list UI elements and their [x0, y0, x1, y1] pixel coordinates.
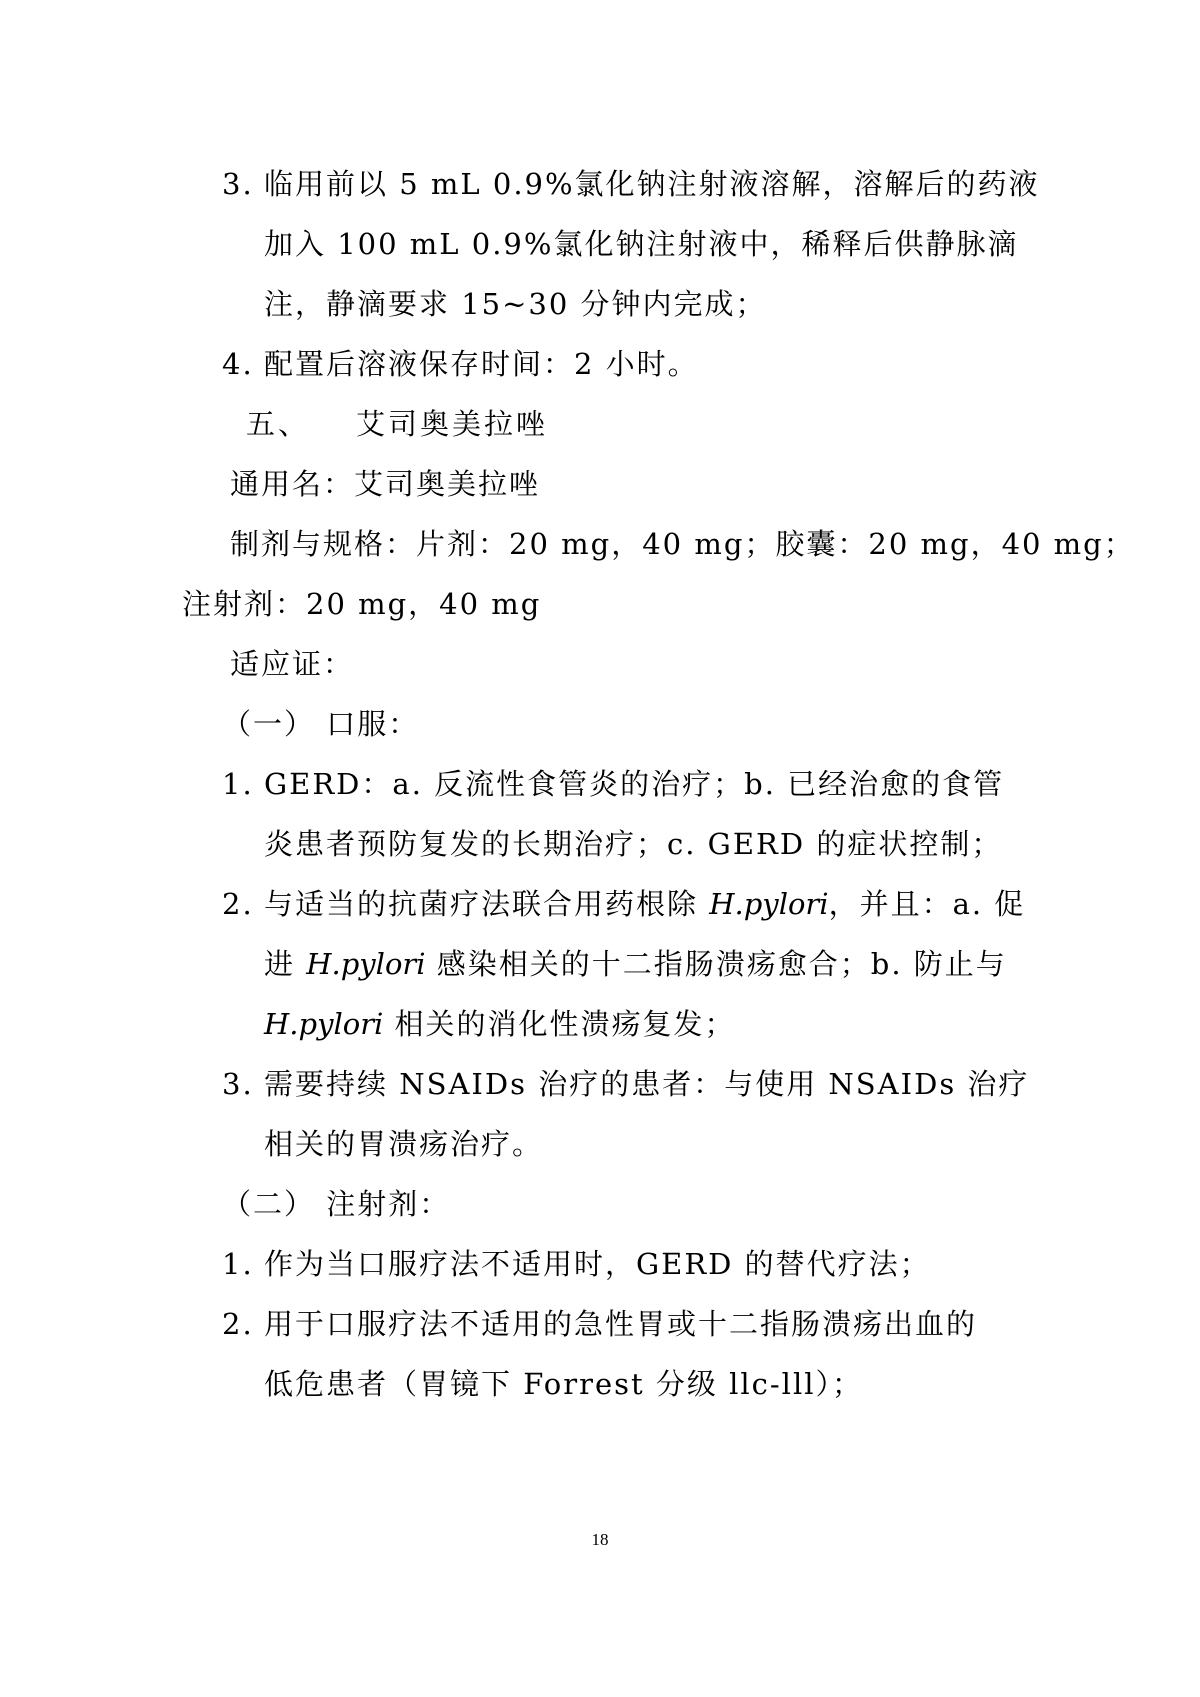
generic-name-value: 艾司奥美拉唑 [354, 467, 541, 501]
list-text: 用于口服疗法不适用的急性胃或十二指肠溃疡出血的 [264, 1307, 978, 1341]
spec-line-1 [230, 524, 1135, 564]
list-number: 3. [222, 1067, 254, 1101]
oral-item-2-line-1 [222, 884, 1025, 924]
list-item-3-line-3: 注，静滴要求 15~30 分钟内完成； [264, 287, 767, 321]
oral-item-3-line-2: 相关的胃溃疡治疗。 [264, 1127, 544, 1161]
page-number: 18 [591, 1530, 609, 1549]
list-text: ，并且：a. 促 [828, 887, 1026, 921]
generic-name [230, 464, 540, 504]
generic-name-label: 通用名： [230, 467, 355, 501]
oral-item-1-line-2: 炎患者预防复发的长期治疗；c. GERD 的症状控制； [264, 827, 1003, 861]
list-text: 感染相关的十二指肠溃疡愈合；b. 防止与 [425, 947, 1007, 981]
list-number: 2. [222, 887, 254, 921]
list-item-3-line-1 [222, 164, 1040, 204]
section-heading [246, 404, 548, 444]
list-number: 1. [222, 1247, 254, 1281]
indications-label: 适应证： [230, 647, 355, 681]
list-number: 3. [222, 167, 254, 201]
list-number: 1. [222, 767, 254, 801]
oral-heading: （一） 口服： [222, 707, 420, 741]
oral-item-2-line-2 [264, 944, 1007, 984]
species-name: H.pylori [264, 1007, 384, 1041]
species-name: H.pylori [306, 947, 426, 981]
section-number: 五、 [246, 407, 311, 441]
list-text: 配置后溶液保存时间：2 小时。 [264, 347, 699, 381]
list-number: 2. [222, 1307, 254, 1341]
injection-item-1 [222, 1244, 931, 1284]
list-item-3-line-2: 加入 100 mL 0.9%氯化钠注射液中，稀释后供静脉滴 [264, 227, 1019, 261]
list-text: GERD：a. 反流性食管炎的治疗；b. 已经治愈的食管 [264, 767, 1005, 801]
oral-item-2-line-3 [264, 1004, 736, 1044]
injection-item-2-line-1 [222, 1304, 977, 1344]
list-text: 与适当的抗菌疗法联合用药根除 [264, 887, 710, 921]
spec-line-2: 注射剂：20 mg，40 mg [182, 587, 542, 621]
list-text: 作为当口服疗法不适用时，GERD 的替代疗法； [264, 1247, 931, 1281]
injection-heading: （二） 注射剂： [222, 1187, 451, 1221]
section-title: 艾司奥美拉唑 [356, 407, 549, 441]
spec-label: 制剂与规格： [230, 527, 417, 561]
list-text: 需要持续 NSAIDs 治疗的患者：与使用 NSAIDs 治疗 [264, 1067, 1030, 1101]
injection-item-2-line-2: 低危患者（胃镜下 Forrest 分级 llc-lll）； [264, 1367, 863, 1401]
list-text: 临用前以 5 mL 0.9%氯化钠注射液溶解，溶解后的药液 [264, 167, 1040, 201]
oral-item-3-line-1 [222, 1064, 1029, 1104]
list-text: 进 [264, 947, 307, 981]
list-item-4 [222, 344, 699, 384]
list-number: 4. [222, 347, 254, 381]
list-text: 相关的消化性溃疡复发； [383, 1007, 736, 1041]
species-name: H.pylori [709, 887, 829, 921]
oral-item-1-line-1 [222, 764, 1004, 804]
spec-text: 片剂：20 mg，40 mg；胶囊：20 mg，40 mg； [416, 527, 1135, 561]
